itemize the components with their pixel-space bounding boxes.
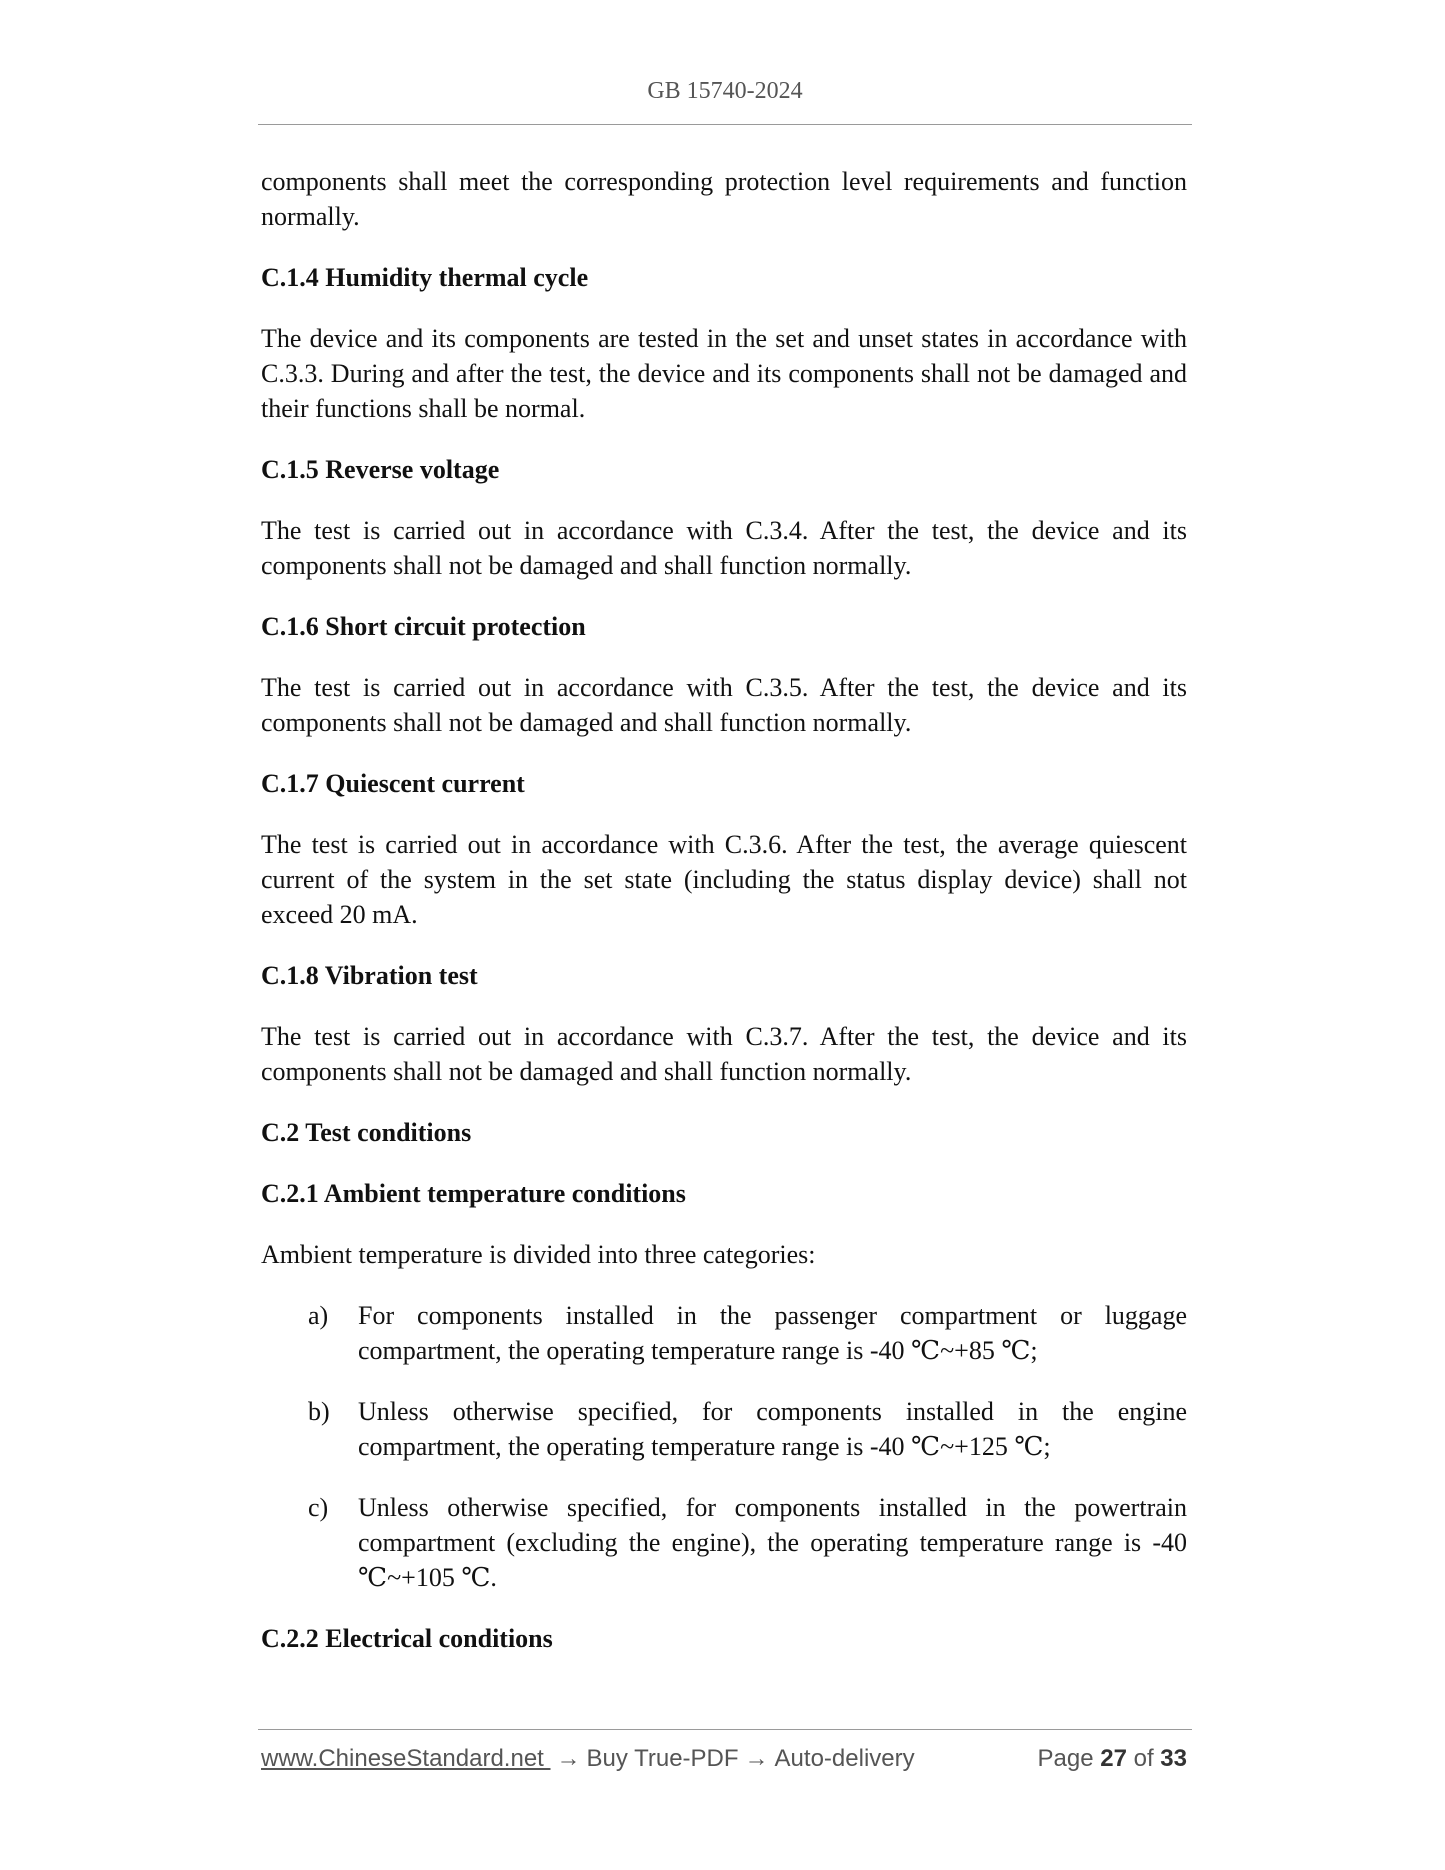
auto-delivery-text: Auto-delivery xyxy=(774,1745,915,1772)
section-text-c15: The test is carried out in accordance with C.3.4. After the test, the device and its components shall not be damaged and shall function normally. xyxy=(261,516,1187,580)
section-text-c17: The test is carried out in accordance with C.3.6. After the test, the average quiescent current of the system in the set state (including the status display device) shall not exceed 20 mA. xyxy=(261,830,1187,929)
page-current: 27 xyxy=(1100,1745,1127,1772)
footer-divider xyxy=(258,1729,1192,1730)
footer-left xyxy=(261,1745,915,1773)
document-header-title: GB 15740-2024 xyxy=(647,78,803,104)
continued-paragraph: components shall meet the corresponding protection level requirements and function normally. xyxy=(261,167,1187,231)
page-content xyxy=(261,164,1187,1682)
site-link[interactable]: www.ChineseStandard.net xyxy=(261,1745,551,1772)
section-text-c21: Ambient temperature is divided into three categories: xyxy=(261,1240,816,1269)
list-item xyxy=(261,1394,1187,1464)
page-label: Page xyxy=(1037,1745,1094,1772)
list-marker: a) xyxy=(308,1301,329,1330)
list-item-text: For components installed in the passenger compartment or luggage compartment, the operating temperature range is -40 ℃~+85 ℃; xyxy=(358,1301,1187,1365)
list-item-text: Unless otherwise specified, for components installed in the powertrain compartment (excluding the engine), the operating temperature range is -40 ℃~+105 ℃. xyxy=(358,1493,1187,1592)
section-heading-c22: C.2.2 Electrical conditions xyxy=(261,1624,553,1653)
section-text-c16: The test is carried out in accordance with C.3.5. After the test, the device and its components shall not be damaged and shall function normally. xyxy=(261,673,1187,737)
arrow-right-icon: → xyxy=(744,1745,769,1772)
section-heading-c2: C.2 Test conditions xyxy=(261,1118,472,1147)
list-item xyxy=(261,1298,1187,1368)
section-text-c18: The test is carried out in accordance with C.3.7. After the test, the device and its components shall not be damaged and shall function normally. xyxy=(261,1022,1187,1086)
section-text-c14: The device and its components are tested in the set and unset states in accordance with C.3.3. During and after the test, the device and its components shall not be damaged and their functions shall be normal. xyxy=(261,324,1187,423)
list-item xyxy=(261,1490,1187,1595)
section-heading-c18: C.1.8 Vibration test xyxy=(261,961,478,990)
section-heading-c16: C.1.6 Short circuit protection xyxy=(261,612,586,641)
list-marker: b) xyxy=(308,1397,330,1426)
section-heading-c21: C.2.1 Ambient temperature conditions xyxy=(261,1179,686,1208)
page-total: 33 xyxy=(1160,1745,1187,1772)
arrow-right-icon: → xyxy=(556,1745,581,1772)
list-marker: c) xyxy=(308,1493,329,1522)
section-heading-c17: C.1.7 Quiescent current xyxy=(261,769,525,798)
section-heading-c15: C.1.5 Reverse voltage xyxy=(261,455,500,484)
list-item-text: Unless otherwise specified, for components installed in the engine compartment, the operating temperature range is -40 ℃~+125 ℃; xyxy=(358,1397,1187,1461)
of-label: of xyxy=(1133,1745,1154,1772)
buy-pdf-text: Buy True-PDF xyxy=(586,1745,739,1772)
section-heading-c14: C.1.4 Humidity thermal cycle xyxy=(261,263,589,292)
header-divider xyxy=(258,124,1192,125)
page-number xyxy=(1038,1745,1188,1773)
